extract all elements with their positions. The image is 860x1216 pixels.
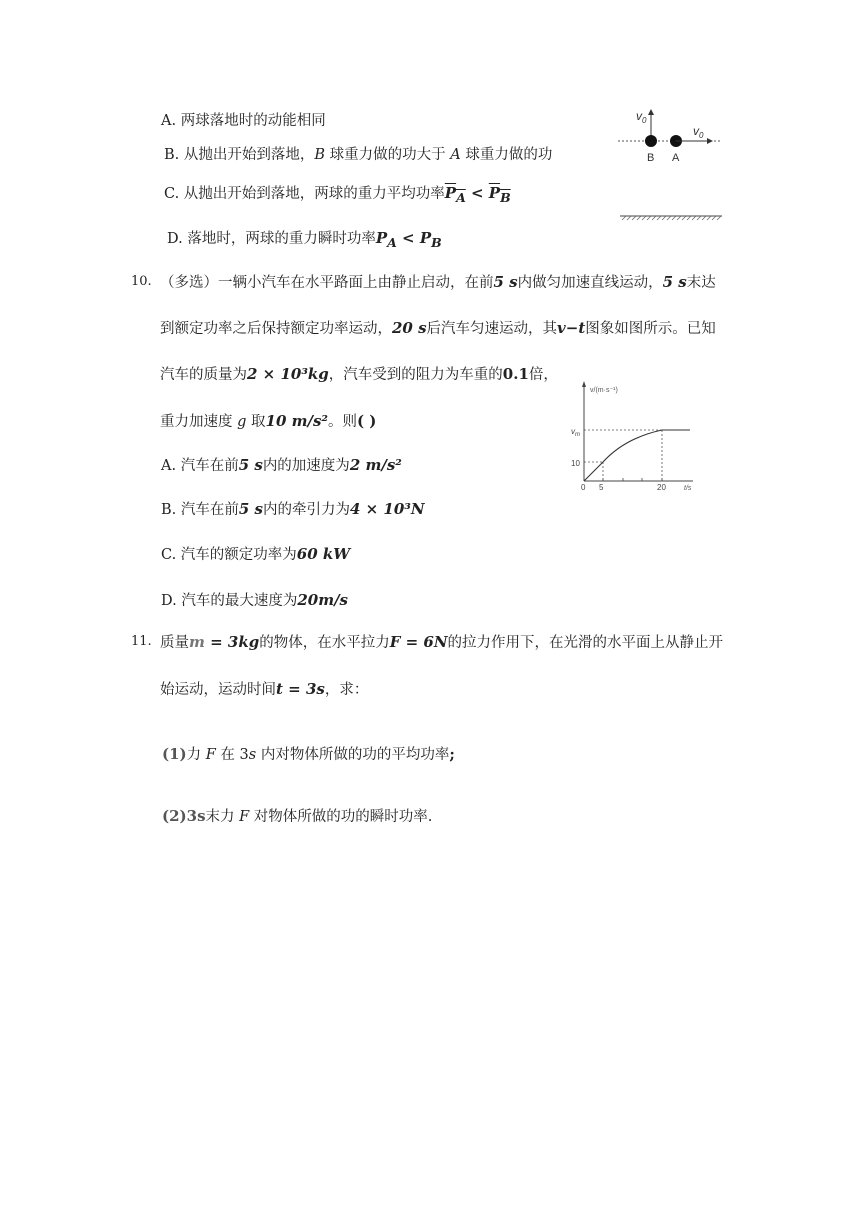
q10-text: B. 汽车在前 xyxy=(161,502,239,518)
q10-text: D. 汽车的最大速度为 xyxy=(161,593,298,609)
q10-text: 图象如图所示。已知 xyxy=(585,321,716,337)
q10-graph-x-tick-5: 5 xyxy=(599,483,604,492)
q10-option-d xyxy=(161,590,348,611)
q10-text: 内的加速度为 xyxy=(262,458,350,474)
q10-text: （多选）一辆小汽车在水平路面上由静止启动，在前 xyxy=(160,275,494,291)
q10-graph-y-tick-10: 10 xyxy=(571,459,580,468)
q9-option-a xyxy=(161,111,326,131)
q10-graph-curve-segment xyxy=(603,430,662,462)
q9-option-a-text: A. 两球落地时的动能相同 xyxy=(161,113,326,129)
q11-math: F = 6N xyxy=(389,633,448,651)
q10-math: 20 s xyxy=(392,319,427,337)
q10-stem-line-1 xyxy=(160,272,716,293)
q11-text: ，求： xyxy=(324,682,369,698)
q9-option-b-var: A xyxy=(450,147,461,163)
q10-text: ，汽车受到的阻力为车重的 xyxy=(328,367,503,383)
q11-math: = 3kg xyxy=(204,633,260,651)
q10-option-a xyxy=(161,455,402,476)
q11-number: 11. xyxy=(131,634,152,649)
q10-text: C. 汽车的额定功率为 xyxy=(161,547,297,563)
q11-text: 末力 xyxy=(205,809,240,825)
q10-text: 内的牵引力为 xyxy=(262,502,350,518)
q9-option-c-math: $P_B$ xyxy=(488,184,511,205)
q11-var: F xyxy=(239,809,250,825)
q9-figure xyxy=(610,100,730,230)
q9-option-b xyxy=(164,145,552,165)
q10-number: 10. xyxy=(131,274,152,289)
q11-text: 力 xyxy=(186,747,206,763)
q11-text: 在 3 xyxy=(215,747,249,763)
q10-text: 重力加速度 xyxy=(160,414,238,430)
q9-fig-label-a: A xyxy=(672,152,680,164)
q10-graph-x-tick-20: 20 xyxy=(657,483,666,492)
q9-option-c xyxy=(164,183,511,208)
q11-text: ; xyxy=(449,745,455,763)
q10-text: 末达 xyxy=(686,275,716,291)
q10-text: 到额定功率之后保持额定功率运动， xyxy=(160,321,392,337)
q10-math: 5 s xyxy=(662,273,687,291)
q9-option-d xyxy=(167,228,442,253)
q10-math: 60 kW xyxy=(296,545,351,563)
q10-option-c xyxy=(161,544,350,565)
q9-fig-v0-label-a: $v_0$ xyxy=(693,124,704,140)
q10-graph-x-tick-0: 0 xyxy=(581,483,586,492)
q10-text: 。则 xyxy=(327,414,357,430)
q11-sub-question-1 xyxy=(162,744,455,765)
q10-var: g xyxy=(237,414,247,430)
q10-text: 倍， xyxy=(528,367,558,383)
q11-text: 质量 xyxy=(160,635,189,651)
q10-graph-linear-segment xyxy=(584,462,603,481)
q9-fig-ground-hatch xyxy=(622,216,721,220)
q9-option-b-text: 球重力做的功大于 xyxy=(325,147,451,163)
q11-text: 的拉力作用下，在光滑的水平面上从静止开 xyxy=(447,635,724,651)
q10-option-b xyxy=(161,499,425,520)
q11-text: 始运动，运动时间 xyxy=(160,682,276,698)
q10-math: v−t xyxy=(557,319,586,337)
q10-math: 5 s xyxy=(238,500,263,518)
q10-math: 5 s xyxy=(493,273,518,291)
q11-var: F xyxy=(205,747,216,763)
q11-text: 的物体，在水平拉力 xyxy=(259,635,390,651)
q11-sub-number: (1) xyxy=(162,745,187,763)
q10-math: 2 m/s² xyxy=(349,456,402,474)
q10-math: 10 m/s² xyxy=(265,412,328,430)
q10-stem-line-3 xyxy=(160,364,558,385)
q9-fig-ball-b xyxy=(645,135,657,147)
q10-text: 后汽车匀速运动，其 xyxy=(426,321,558,337)
q9-option-b-text: B. 从抛出开始到落地， xyxy=(164,147,315,163)
q9-fig-arrowhead-right xyxy=(707,138,713,144)
q10-stem-line-2 xyxy=(160,318,716,339)
q9-fig-label-b: B xyxy=(647,152,655,164)
q11-var: s xyxy=(248,747,257,763)
q10-stem-line-4 xyxy=(160,411,376,432)
q9-option-d-math: $P_A$ xyxy=(375,229,397,250)
q10-text: 内做匀加速直线运动， xyxy=(517,275,663,291)
q10-math: 5 s xyxy=(238,456,263,474)
q9-option-d-text: D. 落地时，两球的重力瞬时功率 xyxy=(167,231,376,247)
q10-text: 取 xyxy=(246,414,266,430)
q10-math: 2 × 10³kg xyxy=(247,365,329,383)
q11-sub-question-2 xyxy=(162,806,432,827)
q11-math: t = 3s xyxy=(276,680,325,698)
q9-option-b-var: B xyxy=(314,147,326,163)
q9-option-c-text: C. 从抛出开始到落地，两球的重力平均功率 xyxy=(164,186,445,202)
q10-graph-y-label: v/(m·s⁻¹) xyxy=(590,387,618,394)
q9-fig-arrowhead-up xyxy=(648,109,654,115)
q10-graph-y-arrow xyxy=(582,381,586,387)
q10-answer-blank: ( ) xyxy=(356,412,377,430)
q9-option-d-math: $P_B$ xyxy=(419,229,442,250)
q9-option-b-text: 球重力做的功 xyxy=(460,147,553,163)
q10-graph-x-label: t/s xyxy=(684,485,692,492)
q11-text: 对物体所做的功的瞬时功率. xyxy=(249,809,433,825)
q11-stem-line-1 xyxy=(160,632,723,653)
q9-fig-v0-label-b: $v_0$ xyxy=(636,109,647,125)
q11-text: 内对物体所做的功的平均功率 xyxy=(256,747,450,763)
q10-text: 汽车的质量为 xyxy=(160,367,247,383)
q11-math: m xyxy=(189,633,205,651)
q9-option-c-math: $P_A$ xyxy=(444,184,466,205)
q10-math: 4 × 10³N xyxy=(349,500,425,518)
q11-sub-number: (2)3s xyxy=(162,807,206,825)
q11-stem-line-2 xyxy=(160,679,368,700)
q10-text: A. 汽车在前 xyxy=(161,458,239,474)
q9-option-d-op: < xyxy=(396,229,420,247)
q9-option-c-op: < xyxy=(465,184,489,202)
q10-math: 0.1 xyxy=(502,365,529,383)
q10-graph-vm-label: $v_m$ xyxy=(571,427,580,438)
q10-math: 20m/s xyxy=(297,591,348,609)
q10-vt-graph xyxy=(570,378,706,498)
